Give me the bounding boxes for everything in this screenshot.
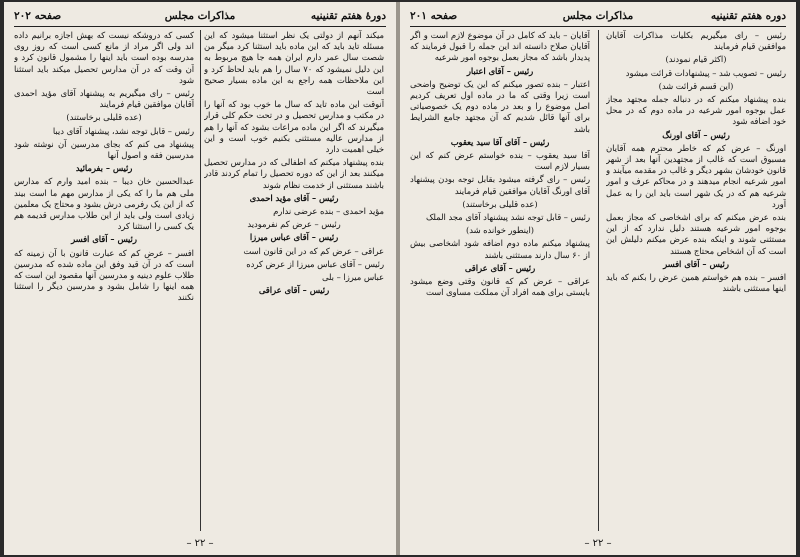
paragraph: رئیس – رای گرفته میشود بقابل توجه بودن پیشنهاد آقای اورنگ آقایان موافقین قیام فرمایند	[410, 174, 590, 196]
right-page-column-right	[606, 30, 786, 531]
paragraph: رئیس – رای میگیریم به پیشنهاد آقای مؤید احمدی آقایان موافقین قیام فرمایند	[14, 88, 194, 110]
right-page-footer-number: – ۲۲ –	[584, 538, 612, 549]
paragraph: رئیس – قابل توجه نشد، پیشنهاد آقای دیبا	[52, 125, 194, 136]
paragraph: عراقی – عرض کم که در این قانون است	[243, 245, 384, 256]
speaker-line: رئیس – بفرمائید	[75, 163, 133, 174]
paragraph: رئیس – عرض کم نفرمودید	[247, 219, 341, 230]
left-page-column-left	[14, 30, 194, 531]
book-spread	[4, 2, 796, 555]
speaker-line: رئیس – آقای عباس میرزا	[249, 232, 339, 243]
left-header-session: دورهٔ هفتم تقنینیه	[310, 10, 386, 22]
paragraph: آقایان – باید که کامل در آن موضوع لازم است و اگر آقایان صلاح دانسته اند این جمله را قبول فرمایند که پدیدار باشد که مجاز بعمل بوجوه امور شرعیه	[410, 30, 590, 63]
right-page	[400, 2, 796, 555]
parenthetical-note: (اینطور خوانده شد)	[465, 225, 534, 236]
parenthetical-note: (اکثر قیام نمودند)	[665, 54, 727, 65]
paragraph: رئیس – تصویب شد – پیشنهادات قرائت میشود	[625, 67, 786, 78]
left-page-header	[14, 8, 386, 27]
paragraph: اعتبار – بنده تصور میکنم که این یک توضیح واضحی است زیرا وقتی که ما در ماده اول تعریف کردیم اصل موضوع را و بعد در ماده دوم یک خصوصیاتی برای آنها قائل شدیم که آن مجتهد جامع الشرایط باشد	[410, 78, 590, 134]
speaker-line: رئیس – آقای اعتبار	[466, 65, 534, 76]
paragraph: آقا سید یعقوب – بنده خواستم عرض کنم که این بسیار لازم است	[410, 150, 590, 172]
speaker-line: رئیس – آقای مؤید احمدی	[249, 192, 339, 203]
left-page-column-right	[204, 30, 384, 531]
left-page	[4, 2, 396, 555]
paragraph: بنده پیشنهاد میکنم که اطفالی که در مدارس تحصیل میکنند بعد از این که دوره تحصیل را تمام کردند قادر باشند مستثنی از خدمت نظام شوند	[204, 157, 384, 190]
left-header-title: مذاکرات مجلس	[164, 10, 236, 22]
paragraph: افسر – عرض کم که عبارت قانون با آن زمینه که است که در آن قید وفق این ماده شده که مدرسین طلاب علوم دینیه و مدرسین آنها مقصود این است که همه اینها را شامل بشود و مدرسین دیگر را استثنا نکنند	[14, 247, 194, 303]
paragraph: میکند آنهم از دولتی یک نظر استثنا میشود که این مسئله تاید باید که این ماده باید استثنا کرد میگر من شصت سال عمر دارم ایران همه جا هیچ مربوط به این دلیل نمیشود که ۷۰ سال را هم باید لحاظ کرد و این ملاحظات همه راجع به این ماده بسیار صحیح است	[204, 30, 384, 97]
speaker-line: رئیس – آقای عراقی	[464, 262, 536, 273]
parenthetical-note: (عده قلیلی برخاستند)	[66, 112, 142, 123]
paragraph: رئیس – رای میگیریم بکلیات مذاکرات آقایان موافقین قیام فرمایند	[606, 30, 786, 52]
speaker-line: رئیس – آقای افسر	[663, 258, 729, 269]
paragraph: پیشنهاد میکنم ماده دوم اضافه شود اشخاصی بیش از ۶۰ سال دارند مستثنی باشند	[410, 238, 590, 260]
paragraph: اورنگ – عرض کم که خاطر محترم همه آقایان مسبوق است که غالب از مجتهدین آنها بعد از شهر قانون خودشان بشهر دیگر و غالب در مقدمه میآیند و امور شرعیه انجام میدهند و در محاکم عرف و امور شرعیه هم که در یک شهر است باید این را به عمل آورد	[606, 142, 786, 209]
paragraph: عبدالحسین خان دیبا – بنده امید وارم که مدارس ملی هم ما را که یکی از مدارس مهم ما است بیند که از این یک رفرمی درش بشود و محتاج یک معلمین زیادی است ولی باید از این طلاب مدارس قدیمه هم یک کسی را استثنا کرد	[14, 176, 194, 232]
right-page-header	[410, 8, 786, 27]
paragraph: عباس میرزا – بلی	[322, 272, 384, 283]
left-page-footer-number: – ۲۲ –	[186, 538, 214, 549]
right-page-column-left	[410, 30, 590, 531]
paragraph: مؤید احمدی – بنده عرضی ندارم	[273, 206, 384, 217]
speaker-line: رئیس – آقای افسر	[71, 234, 137, 245]
right-header-session: دوره هفتم تقنینیه	[710, 10, 786, 22]
paragraph: بنده عرض میکنم که برای اشخاصی که مجاز بعمل بوجوه امور شرعیه هستند دلیل ندارد که از این مستثنی شوند و اینکه بنده عرض میکنم دلیلش این است که آن اشخاص محتاج هستند	[606, 212, 786, 256]
parenthetical-note: (عده قلیلی برخاستند)	[462, 198, 538, 209]
left-header-page-number: صفحه ۲۰۲	[14, 10, 62, 22]
paragraph: عراقی – عرض کم که قانون وقتی وضع میشود بایستی برای همه افراد آن مملکت مساوی است	[410, 276, 590, 298]
paragraph: آنوقت این ماده تاید که سال ما خوب بود که آنها را در مکتب و مدارس تحصیل و در تحت حکم کلی قرار میگیرند که اگر این ماده مراعات بشود که آنها را هم از مدارس عالیه مستثنی بکنیم خوب است و این خیلی اهمیت دارد	[204, 99, 384, 155]
column-divider	[200, 30, 201, 531]
speaker-line: رئیس – آقای عراقی	[258, 285, 330, 296]
parenthetical-note: (این قسم قرائت شد)	[658, 80, 734, 91]
right-header-title: مذاکرات مجلس	[562, 10, 634, 22]
paragraph: رئیس – قابل توجه نشد پیشنهاد آقای مجد الملک	[426, 212, 590, 223]
paragraph: افسر – بنده هم خواستم همین عرض را بکنم که باید اینها مستثنی باشند	[606, 272, 786, 294]
paragraph: پیشنهاد می کنم که بجای مدرسین آن نوشته شود مدرسین فقه و اصول آنها	[14, 138, 194, 161]
paragraph: بنده پیشنهاد میکنم که در دنباله جمله مجتهد مجاز عمل بوجوه امور شرعیه در ماده دوم که در محل خود اضافه شود	[606, 94, 786, 127]
speaker-line: رئیس – آقای اورنگ	[662, 129, 730, 140]
column-divider	[598, 30, 599, 531]
paragraph: کسی که دروشکه نیست که بهش اجازه برانیم داده اند ولی اگر مراد از مانع کسی است که روز روی مدرسه بوده است باید اینها را مشمول قانون کرد و آن وقت که در آن مدارس تحصیل میکند باید استثنا شود	[14, 30, 194, 85]
speaker-line: رئیس – آقای آقا سید یعقوب	[450, 136, 550, 147]
right-header-page-number: صفحه ۲۰۱	[410, 10, 458, 22]
paragraph: رئیس – آقای عباس میرزا از عرض کرده	[246, 258, 384, 269]
